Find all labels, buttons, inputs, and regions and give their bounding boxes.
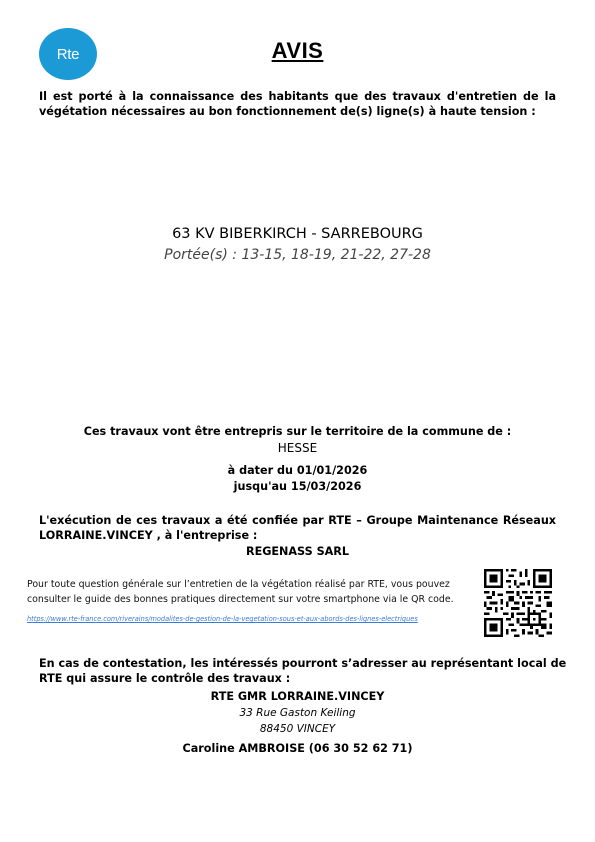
page-title: AVIS bbox=[271, 38, 324, 63]
commune-name: HESSE bbox=[277, 441, 318, 455]
qr-code-icon[interactable] bbox=[484, 569, 552, 637]
line-spans: Portée(s) : 13-15, 18-19, 21-22, 27-28 bbox=[164, 247, 431, 263]
line-name: 63 KV BIBERKIRCH - SARREBOURG bbox=[172, 226, 423, 242]
intro-paragraph: Il est porté à la connaissance des habitants que des travaux d'entretien de la végétation nécessaires au bon fonctionnement de(s) ligne(s) à haute tension : bbox=[39, 90, 556, 118]
rte-logo-text: Rte bbox=[56, 45, 80, 63]
info-paragraph: Pour toute question générale sur l’entretien de la végétation réalisé par RTE, vous pouvez consulter le guide des bonnes pratiques directement sur votre smartphone via le QR code. bbox=[27, 579, 454, 605]
vegetation-guide-link[interactable]: https://www.rte-france.com/riverains/modalites-de-gestion-de-la-vegetation-sous-et-aux-abords-des-lignes-electriques bbox=[27, 615, 418, 623]
contest-paragraph: En cas de contestation, les intéressés pourront s’adresser au représentant local de RTE qui assure le contrôle des travaux : bbox=[39, 657, 567, 685]
execution-paragraph: L'exécution de ces travaux a été confiée par RTE – Groupe Maintenance Réseaux LORRAINE.VINCEY , à l'entreprise : bbox=[39, 514, 556, 542]
contact-city: 88450 VINCEY bbox=[259, 723, 336, 735]
territory-text: Ces travaux vont être entrepris sur le territoire de la commune de : bbox=[83, 425, 512, 438]
end-date: jusqu'au 15/03/2026 bbox=[233, 480, 362, 493]
contact-org: RTE GMR LORRAINE.VINCEY bbox=[210, 690, 385, 703]
start-date: à dater du 01/01/2026 bbox=[227, 464, 368, 477]
contact-street: 33 Rue Gaston Keiling bbox=[239, 707, 356, 719]
contact-person: Caroline AMBROISE (06 30 52 62 71) bbox=[182, 742, 413, 755]
company-name: REGENASS SARL bbox=[245, 545, 350, 558]
